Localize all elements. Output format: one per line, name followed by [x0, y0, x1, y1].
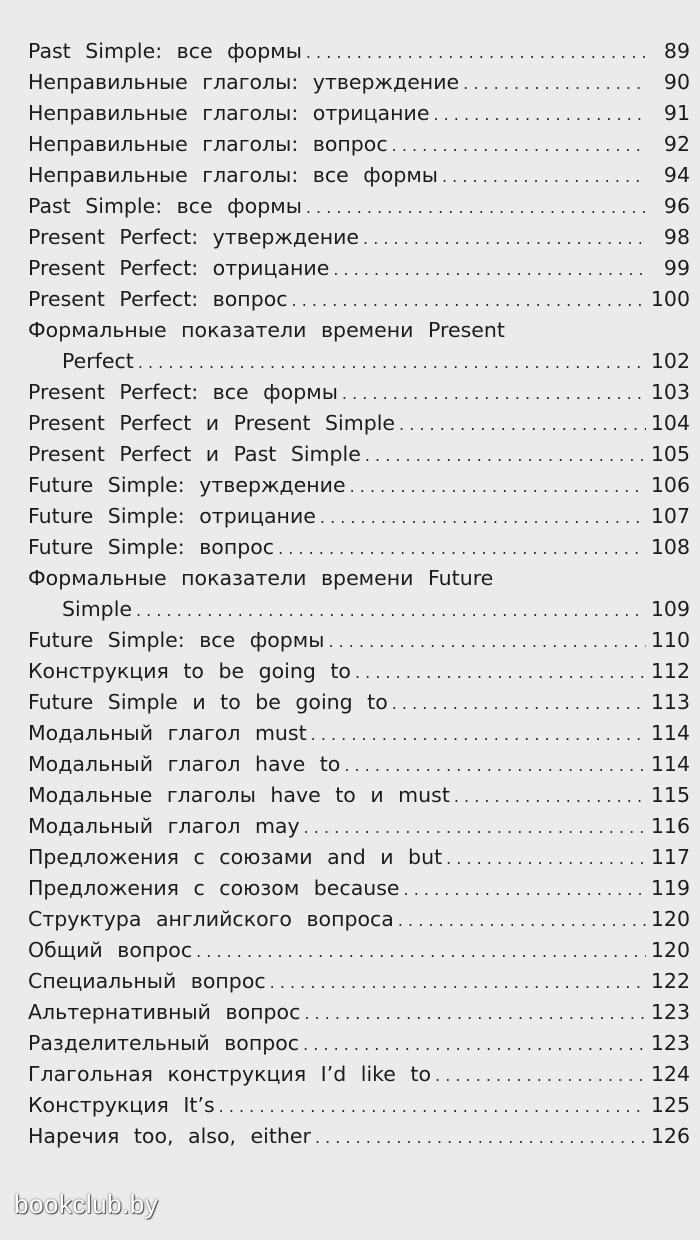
toc-entry-title: Неправильные глаголы: утверждение [28, 70, 460, 94]
toc-line [28, 780, 690, 811]
toc-entry [28, 98, 690, 129]
toc-entry-page: 122 [650, 969, 690, 993]
toc-line [28, 284, 690, 315]
toc-entry [28, 904, 690, 935]
toc-entry-title: Future Simple: вопрос [28, 535, 275, 559]
toc-entry-page: 91 [663, 101, 690, 125]
toc-line [28, 253, 690, 284]
toc-entry-page: 99 [663, 256, 690, 280]
toc-line [28, 1059, 690, 1090]
dot-leader [392, 688, 646, 719]
toc-entry [28, 191, 690, 222]
toc-entry-title: Модальный глагол may [28, 814, 300, 838]
toc-entry-title: Future Simple: отрицание [28, 504, 316, 528]
toc-entry-page: 112 [650, 659, 690, 683]
toc-entry-title: Конструкция It’s [28, 1093, 215, 1117]
toc-entry-page: 94 [663, 163, 690, 187]
toc-entry [28, 966, 690, 997]
toc-entry-title: Общий вопрос [28, 938, 193, 962]
toc-line [28, 36, 690, 67]
dot-leader [306, 37, 646, 68]
dot-leader [303, 1029, 646, 1060]
toc-entry-title: Неправильные глаголы: вопрос [28, 132, 388, 156]
toc-entry [28, 408, 690, 439]
toc-entry-page: 119 [650, 876, 690, 900]
toc-entry-page: 117 [650, 845, 690, 869]
toc-line [28, 656, 690, 687]
toc-entry-title: Present Perfect и Present Simple [28, 411, 396, 435]
toc-line [28, 935, 690, 966]
dot-leader [292, 285, 646, 316]
toc-line [28, 129, 690, 160]
toc-line [28, 904, 690, 935]
toc-entry-title: Present Perfect и Past Simple [28, 442, 361, 466]
toc-line [28, 873, 690, 904]
toc-entry-title: Future Simple и to be going to [28, 690, 388, 714]
toc-line [28, 67, 690, 98]
toc-line [28, 346, 690, 377]
toc-line [28, 625, 690, 656]
toc-entry [28, 997, 690, 1028]
toc-line [28, 966, 690, 997]
toc-line [28, 1121, 690, 1152]
dot-leader [446, 843, 646, 874]
toc-entry-page: 108 [650, 535, 690, 559]
toc-entry [28, 377, 690, 408]
dot-leader [398, 905, 646, 936]
toc-entry-page: 107 [650, 504, 690, 528]
toc-entry [28, 656, 690, 687]
toc-line [28, 439, 690, 470]
dot-leader [333, 254, 646, 285]
toc-entry-page: 116 [650, 814, 690, 838]
dot-leader [392, 130, 646, 161]
toc-entry-page: 98 [663, 225, 690, 249]
toc-entry-page: 123 [650, 1031, 690, 1055]
dot-leader [342, 378, 646, 409]
toc-line [28, 532, 690, 563]
dot-leader [435, 1060, 646, 1091]
toc-line [28, 98, 690, 129]
toc-entry-title: Наречия too, also, either [28, 1124, 311, 1148]
toc-entry-page: 100 [650, 287, 690, 311]
toc-entry [28, 625, 690, 656]
toc-entry-title: Модальные глаголы have to и must [28, 783, 450, 807]
dot-leader [306, 192, 646, 223]
toc-line [28, 377, 690, 408]
toc-entry [28, 129, 690, 160]
toc-entry-title: Предложения с союзами and и but [28, 845, 443, 869]
toc-line [28, 501, 690, 532]
toc-entry-page: 89 [663, 39, 690, 63]
dot-leader [320, 502, 646, 533]
dot-leader [315, 1122, 646, 1153]
toc-entry-title: Past Simple: все формы [28, 39, 302, 63]
dot-leader [344, 750, 646, 781]
dot-leader [454, 781, 646, 812]
toc-entry [28, 935, 690, 966]
toc-entry-title: Модальный глагол have to [28, 752, 341, 776]
toc-entry-title: Предложения с союзом because [28, 876, 400, 900]
dot-leader [463, 68, 646, 99]
toc-entry [28, 222, 690, 253]
toc-entry [28, 284, 690, 315]
toc-entry [28, 470, 690, 501]
dot-leader [304, 812, 646, 843]
toc-entry-page: 105 [650, 442, 690, 466]
toc-entry-title: Неправильные глаголы: все формы [28, 163, 438, 187]
toc-entry [28, 36, 690, 67]
toc-entry [28, 1028, 690, 1059]
dot-leader [355, 657, 646, 688]
toc-line [28, 160, 690, 191]
toc-entry-page: 106 [650, 473, 690, 497]
toc-entry-title: Глагольная конструкция I’d like to [28, 1062, 432, 1086]
toc-entry-page: 120 [650, 938, 690, 962]
toc-entry-title: Разделительный вопрос [28, 1031, 300, 1055]
toc-line [28, 408, 690, 439]
toc-line [28, 811, 690, 842]
dot-leader [138, 347, 646, 378]
dot-leader [363, 223, 646, 254]
toc-entry-page: 120 [650, 907, 690, 931]
toc-line [28, 842, 690, 873]
dot-leader [365, 440, 646, 471]
dot-leader [278, 533, 646, 564]
toc-entry-page: 115 [650, 783, 690, 807]
toc-line [28, 1028, 690, 1059]
toc-entry-title: Неправильные глаголы: отрицание [28, 101, 430, 125]
toc-entry-page: 114 [650, 721, 690, 745]
toc-entry-page: 110 [650, 628, 690, 652]
dot-leader [404, 874, 646, 905]
toc-line [28, 563, 690, 594]
toc-entry [28, 563, 690, 625]
toc-entry-page: 114 [650, 752, 690, 776]
toc-entry-page: 96 [663, 194, 690, 218]
toc-entry-title: Альтернативный вопрос [28, 1000, 301, 1024]
toc-entry-page: 103 [650, 380, 690, 404]
dot-leader [328, 626, 646, 657]
toc-entry-title: Формальные показатели времени Present [28, 318, 505, 342]
toc-line [28, 687, 690, 718]
toc-entry-title: Future Simple: все формы [28, 628, 325, 652]
toc-entry [28, 1059, 690, 1090]
toc-entry [28, 718, 690, 749]
toc-entry-title: Модальный глагол must [28, 721, 307, 745]
toc-entry-page: 123 [650, 1000, 690, 1024]
toc-entry-page: 124 [650, 1062, 690, 1086]
toc-entry [28, 1090, 690, 1121]
dot-leader [442, 161, 646, 192]
dot-leader [270, 967, 646, 998]
dot-leader [136, 595, 646, 626]
toc-entry [28, 842, 690, 873]
toc-entry-title: Present Perfect: вопрос [28, 287, 288, 311]
toc-entry-page: 90 [663, 70, 690, 94]
dot-leader [350, 471, 646, 502]
toc-entry [28, 811, 690, 842]
toc-entry-page: 102 [650, 349, 690, 373]
toc-entry-page: 109 [650, 597, 690, 621]
toc-entry-title: Present Perfect: утверждение [28, 225, 360, 249]
toc-entry [28, 1121, 690, 1152]
toc-line [28, 315, 690, 346]
toc-entry-page: 126 [650, 1124, 690, 1148]
toc-entry-title: Perfect [62, 349, 134, 373]
toc-entry [28, 253, 690, 284]
toc-line [28, 594, 690, 625]
dot-leader [219, 1091, 646, 1122]
toc-entry [28, 67, 690, 98]
toc-entry-title: Структура английского вопроса [28, 907, 394, 931]
toc-entry [28, 873, 690, 904]
toc-entry [28, 315, 690, 377]
dot-leader [304, 998, 646, 1029]
toc-entry-title: Специальный вопрос [28, 969, 266, 993]
toc-entry [28, 749, 690, 780]
toc-line [28, 718, 690, 749]
toc-line [28, 222, 690, 253]
dot-leader [311, 719, 646, 750]
toc-entry-title: Формальные показатели времени Future [28, 566, 494, 590]
dot-leader [433, 99, 646, 130]
table-of-contents [28, 36, 690, 1152]
toc-line [28, 1090, 690, 1121]
dot-leader [196, 936, 646, 967]
toc-line [28, 470, 690, 501]
toc-entry [28, 780, 690, 811]
toc-entry [28, 501, 690, 532]
toc-line [28, 191, 690, 222]
toc-entry-page: 104 [650, 411, 690, 435]
toc-entry [28, 439, 690, 470]
toc-entry-page: 92 [663, 132, 690, 156]
toc-entry-title: Present Perfect: отрицание [28, 256, 330, 280]
toc-entry-title: Present Perfect: все формы [28, 380, 338, 404]
toc-entry-page: 113 [650, 690, 690, 714]
toc-entry-page: 125 [650, 1093, 690, 1117]
toc-line [28, 749, 690, 780]
toc-entry-title: Конструкция to be going to [28, 659, 351, 683]
toc-entry-title: Future Simple: утверждение [28, 473, 346, 497]
watermark: bookclub.by [14, 1189, 159, 1219]
toc-entry [28, 687, 690, 718]
toc-line [28, 997, 690, 1028]
dot-leader [399, 409, 646, 440]
toc-entry-title: Past Simple: все формы [28, 194, 302, 218]
toc-entry [28, 160, 690, 191]
toc-entry-title: Simple [62, 597, 132, 621]
toc-entry [28, 532, 690, 563]
